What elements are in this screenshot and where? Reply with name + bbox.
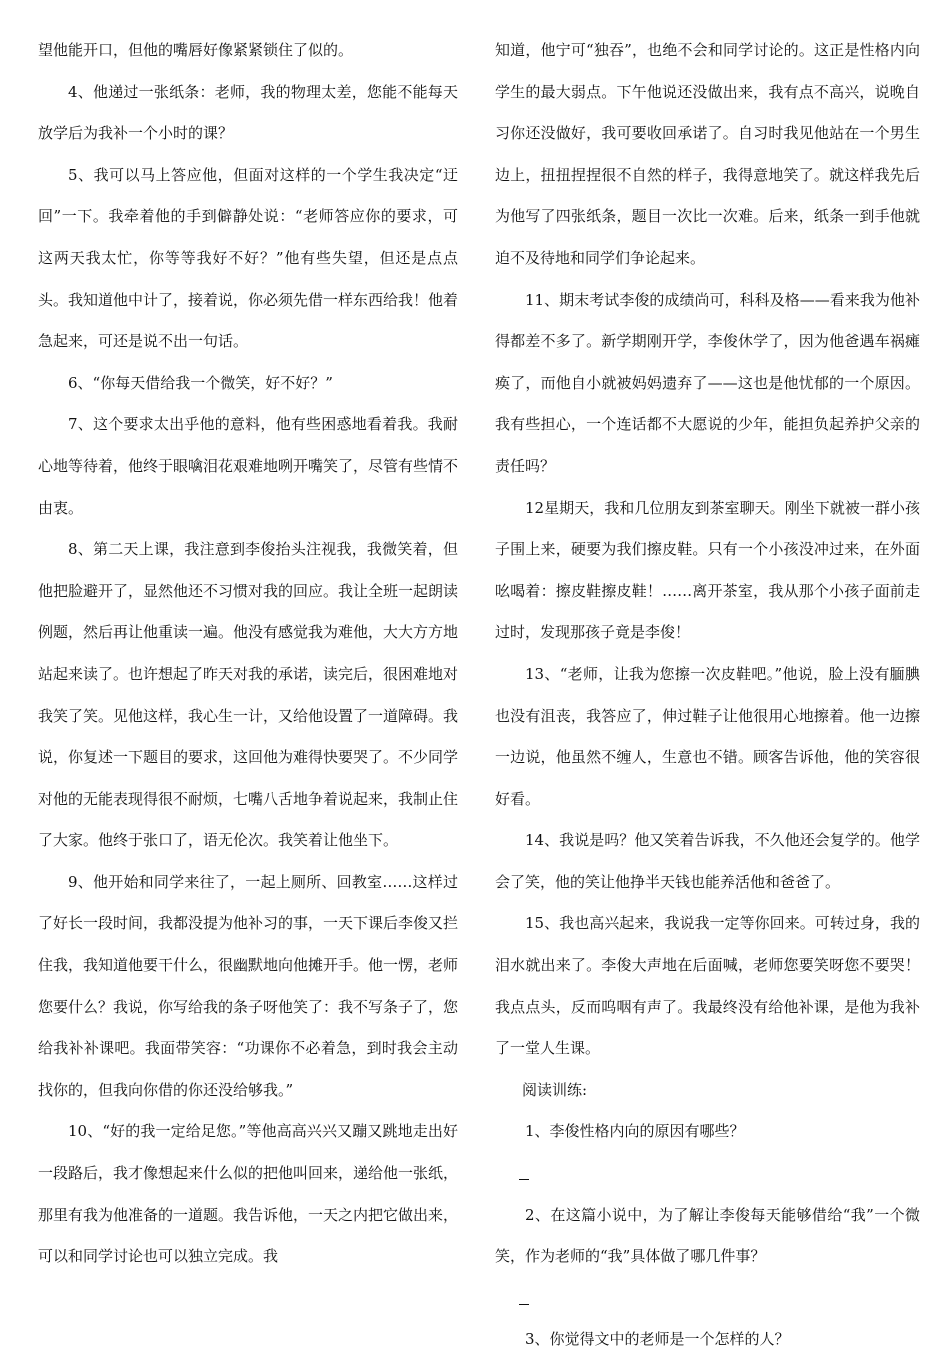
answer-line xyxy=(519,1179,529,1180)
left-column xyxy=(38,30,458,1278)
paragraph-9: 9、他开始和同学来往了，一起上厕所、回教室……这样过了好长一段时间，我都没提为他补习的事，一天下课后李俊又拦住我，我知道他要干什么，很幽默地向他摊开手。他一愣，老师您要什么？我说，你写给我的条子呀他笑了：我不写条子了，您给我补补课吧。我面带笑容：“功课你不必着急，到时我会主动找你的，但我向你借的你还没给够我。” xyxy=(38,872,459,1099)
paragraph-14: 14、我说是吗？他又笑着告诉我，不久他还会复学的。他学会了笑，他的笑让他挣半天钱也能养活他和爸爸了。 xyxy=(495,831,920,891)
answer-line xyxy=(519,1304,529,1305)
paragraph-6: 6、“你每天借给我一个微笑，好不好？” xyxy=(68,373,333,392)
answer-blank-1[interactable] xyxy=(495,1153,920,1195)
paragraph-4: 4、他递过一张纸条：老师，我的物理太差，您能不能每天放学后为我补一个小时的课？ xyxy=(38,82,458,143)
right-column xyxy=(495,30,920,1361)
paragraph-10: 10、“好的我一定给足您。”等他高高兴兴又蹦又跳地走出好一段路后，我才像想起来什么似的把他叫回来，递给他一张纸，那里有我为他准备的一道题。我告诉他，一天之内把它做出来，可以和同学讨论也可以独立完成。我 xyxy=(38,1122,459,1266)
paragraph-8: 8、第二天上课，我注意到李俊抬头注视我，我微笑着，但他把脸避开了，显然他还不习惯对我的回应。我让全班一起朗读例题，然后再让他重读一遍。他没有感觉我为难他，大大方方地站起来读了。也许想起了昨天对我的承诺，读完后，很困难地对我笑了笑。见他这样，我心生一计，又给他设置了一道障碍。我说，你复述一下题目的要求，这回他为难得快要哭了。不少同学对他的无能表现得很不耐烦，七嘴八舌地争着说起来，我制止住了大家。他终于张口了，语无伦次。我笑着让他坐下。 xyxy=(38,540,459,850)
paragraph-10-continued: 知道，他宁可“独吞”，也绝不会和同学讨论的。这正是性格内向学生的最大弱点。下午他说还没做出来，我有点不高兴，说晚自习你还没做好，我可要收回承诺了。自习时我见他站在一个男生边上，扭扭捏捏很不自然的样子，我得意地笑了。就这样我先后为他写了四张纸条，题目一次比一次难。后来，纸条一到手他就迫不及待地和同学们争论起来。 xyxy=(495,41,920,267)
paragraph-7: 7、这个要求太出乎他的意料，他有些困惑地看着我。我耐心地等待着，他终于眼噙泪花艰难地咧开嘴笑了，尽管有些情不由衷。 xyxy=(38,415,459,517)
paragraph-12: 12星期天，我和几位朋友到茶室聊天。刚坐下就被一群小孩子围上来，硬要为我们擦皮鞋。只有一个小孩没冲过来，在外面吆喝着：擦皮鞋擦皮鞋！……离开茶室，我从那个小孩子面前走过时，发现那孩子竟是李俊！ xyxy=(495,498,920,642)
exercise-question-3: 3、你觉得文中的老师是一个怎样的人？ xyxy=(525,1330,790,1349)
answer-blank-2[interactable] xyxy=(495,1278,920,1320)
paragraph-15: 15、我也高兴起来，我说我一定等你回来。可转过身，我的泪水就出来了。李俊大声地在后面喊，老师您要笑呀您不要哭！我点点头，反而呜咽有声了。我最终没有给他补课，是他为我补了一堂人生课。 xyxy=(495,914,920,1058)
exercise-heading: 阅读训练: xyxy=(522,1080,588,1099)
paragraph-13: 13、“老师，让我为您擦一次皮鞋吧。”他说，脸上没有腼腆也没有沮丧，我答应了，伸过鞋子让他很用心地擦着。他一边擦一边说，他虽然不缠人，生意也不错。顾客告诉他，他的笑容很好看。 xyxy=(495,664,920,808)
paragraph-continued: 望他能开口，但他的嘴唇好像紧紧锁住了似的。 xyxy=(38,41,354,59)
exercise-question-2: 2、在这篇小说中，为了解让李俊每天能够借给“我”一个微笑，作为老师的“我”具体做了哪几件事？ xyxy=(495,1205,920,1266)
reading-exercise xyxy=(495,1070,920,1361)
exercise-question-1: 1、李俊性格内向的原因有哪些？ xyxy=(525,1122,745,1141)
paragraph-5: 5、我可以马上答应他，但面对这样的一个学生我决定“迂回”一下。我牵着他的手到僻静处说：“老师答应你的要求，可这两天我太忙，你等等我好不好？”他有些失望，但还是点点头。我知道他中计了，接着说，你必须先借一样东西给我！他着急起来，可还是说不出一句话。 xyxy=(38,165,459,351)
paragraph-11: 11、期末考试李俊的成绩尚可，科科及格——看来我为他补得都差不多了。新学期刚开学，李俊休学了，因为他爸遇车祸瘫痪了，而他自小就被妈妈遗弃了——这也是他忧郁的一个原因。我有些担心，一个连话都不大愿说的少年，能担负起养护父亲的责任吗？ xyxy=(495,290,920,475)
